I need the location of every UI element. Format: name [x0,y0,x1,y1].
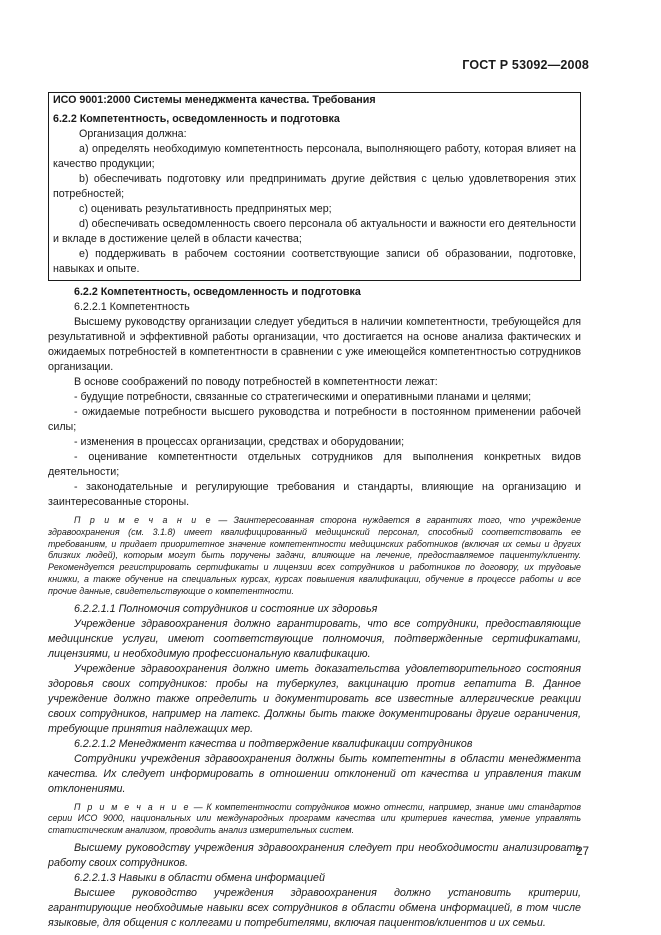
page-body [48,92,581,931]
iso-box-title: ИСО 9001:2000 Системы менеджмента качества. Требования [53,94,376,106]
note-lead: П р и м е ч а н и е [74,801,190,812]
note-text: — Заинтересованная сторона нуждается в гарантиях того, что учреждение здравоохранения (см. 3.1.8) имеет квалифицированный медицинский персонал, способный соответствовать ее требованиям, и придает приоритетное значение компетентности медицинских работников (включая их семьи и других близких людей), которым могут быть поручены задачи, влияющие на лечение, предоставляемое пациенту/клиенту. Рекомендуется регистрировать сертификаты и лицензии всех сотрудников и работников по договору, их трудовые книжки, а также обучение на специальных курсах, курсах повышения квалификации, обучение в процессе работы и все прочие данные, свидетельствующие о компетентности. [48,515,581,596]
subsubsection-heading: 6.2.2.1.1 Полномочия сотрудников и состояние их здоровья [74,602,378,615]
page-number: 27 [576,846,589,858]
paragraph: Высшему руководству учреждения здравоохранения следует при необходимости анализировать работу своих сотрудников. [48,841,581,869]
paragraph: Учреждение здравоохранения должно иметь доказательства удовлетворительного состояния здоровья своих сотрудников: пробы на туберкулез, вакцинацию против гепатита В. Данное учреждение должно также определить и документировать все известные аллергические реакции своих сотрудников, например на латекс. Должны быть также документированы другие ограничения, требующие принятия надлежащих мер. [48,662,581,735]
note [48,515,581,598]
subsubsection-heading: 6.2.2.1.2 Менеджмент качества и подтверждение квалификации сотрудников [74,737,473,750]
bullet-item: - ожидаемые потребности высшего руководства и потребности в постоянном применении рабочей силы; [48,406,581,433]
iso-box-item: е) поддерживать в рабочем состоянии соответствующие записи об образовании, подготовке, навыках и опыте. [53,248,576,275]
iso-box-intro: Организация должна: [79,128,187,140]
section-heading: 6.2.2 Компетентность, осведомленность и подготовка [74,286,361,298]
iso-box-item: b) обеспечивать подготовку или предпринимать другие действия с целью удовлетворения этих потребностей; [53,173,576,200]
bullet-item: - оценивание компетентности отдельных сотрудников для выполнения конкретных видов деятельности; [48,451,581,478]
paragraph: Сотрудники учреждения здравоохранения должны быть компетентны в области менеджмента качества. Их следует информировать в отношении отклонений от качества и управления таким отклонениями. [48,752,581,795]
bullet-item: - изменения в процессах организации, средствах и оборудовании; [74,436,405,448]
subsection-heading: 6.2.2.1 Компетентность [74,301,190,313]
paragraph: Высшее руководство учреждения здравоохранения должно установить критерии, гарантирующие необходимые навыки всех сотрудников в области обмена информацией, в том числе языковые, для общения с коллегами и потребителями, включая пациентов/клиентов и их семьи. [48,886,581,929]
iso-requirement-box [48,92,581,281]
iso-box-item: с) оценивать результативность предпринятых мер; [79,203,332,215]
paragraph: Высшему руководству организации следует убедиться в наличии компетентности, требующейся для результативной и эффективной работы организации, что достигается на основе анализа фактических и ожидаемых потребностей в компетентности в сравнении с уже имеющейся компетентностью сотрудников организации. [48,316,581,373]
bullet-item: - законодательные и регулирующие требования и стандарты, влияющие на организацию и заинтересованные стороны. [48,481,581,508]
iso-box-item: а) определять необходимую компетентность персонала, выполняющего работу, которая влияет на качество продукции; [53,143,576,170]
paragraph: Учреждение здравоохранения должно гарантировать, что все сотрудники, предоставляющие медицинские услуги, имеют соответствующие полномочия, подтвержденные сертификатами, лицензиями, и необходимую профессиональную квалификацию. [48,617,581,660]
note [48,802,581,837]
note-lead: П р и м е ч а н и е [74,515,213,525]
note-text: — К компетентности сотрудников можно отнести, например, знание ими стандартов серии ИСО 9000, национальных или международных программ качества или критериев качества, умение управлять статистическим анализом, проводить анализ измерительных систем. [48,801,581,836]
subsubsection-heading: 6.2.2.1.3 Навыки в области обмена информацией [74,871,325,884]
paragraph: В основе соображений по поводу потребностей в компетентности лежат: [74,376,438,388]
bullet-item: - будущие потребности, связанные со стратегическими и оперативными планами и целями; [74,391,532,403]
iso-box-item: d) обеспечивать осведомленность своего персонала об актуальности и важности его деятельности и вкладе в достижение целей в области качества; [53,218,576,245]
iso-box-section-heading: 6.2.2 Компетентность, осведомленность и подготовка [53,113,340,125]
standard-code: ГОСТ Р 53092—2008 [462,58,589,72]
